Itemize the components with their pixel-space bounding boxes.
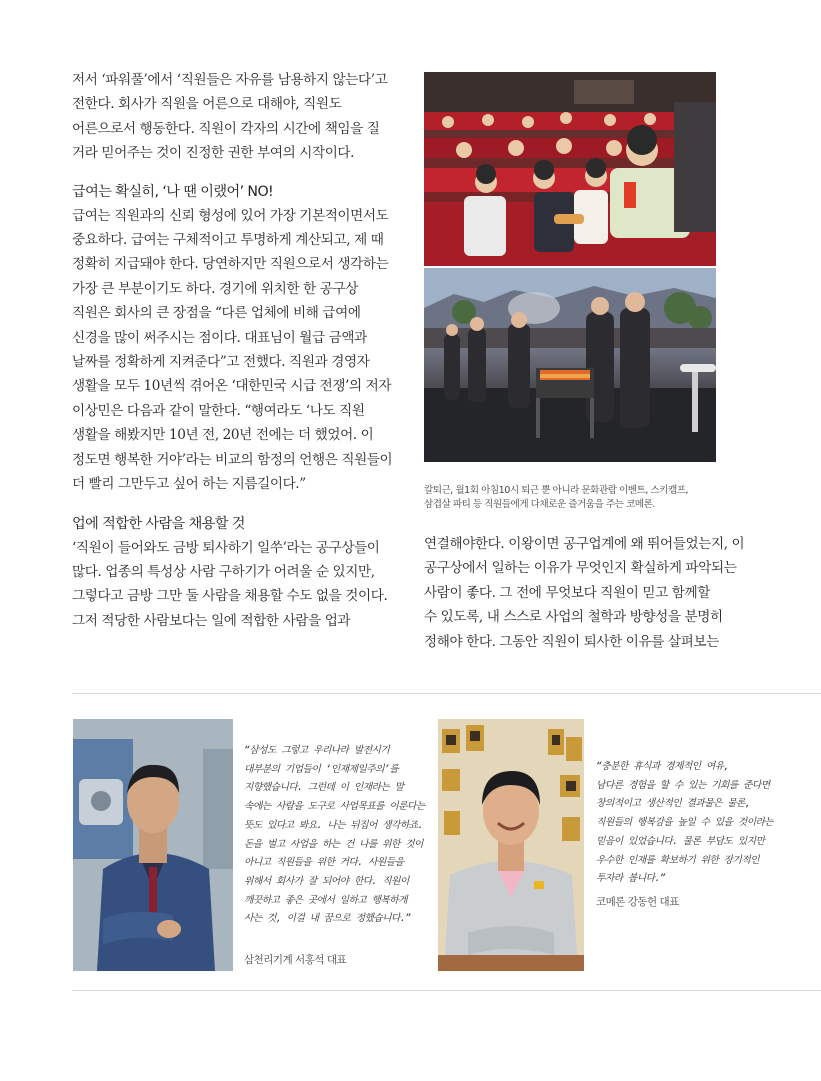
intro-paragraph: 저서 ‘파워풀’에서 ‘직원들은 자유를 남용하지 않는다’고 전한다. 회사가 직원을 어른으로 대해야, 직원도 어른으로서 행동한다. 직원이 각자의 시간에 책임을 질 거라 믿어주는 것이 진정한 권한 부여의 시작이다. [72, 72, 388, 162]
pay-heading: 급여는 확실히, ‘나 땐 이랬어’ NO! [72, 183, 274, 200]
top-divider [72, 693, 821, 694]
hire-paragraph: ‘직원이 들어와도 금방 퇴사하기 일쑤’라는 공구상들이 많다. 업종의 특성상 사람 구하기가 어려울 순 있지만, 그렇다고 금방 그만 둘 사람을 채용할 수도 없을 것이다. 그저 적당한 사람보다는 일에 적합한 사람을 업과 [72, 539, 388, 629]
left-column [72, 68, 402, 633]
hire-heading: 업에 적합한 사람을 채용할 것 [72, 515, 245, 532]
ceo-kang-illustration [438, 719, 584, 971]
bbq-party-illustration [424, 268, 716, 462]
ceo-portrait-kang [438, 719, 584, 971]
cinema-event-photo [424, 72, 716, 266]
bottom-divider [72, 990, 821, 991]
quote-seo: “삼성도 그렇고 우리나라 발전시기 대부분의 기업들이 ‘인재제일주의’를 지향했습니다. 그런데 이 인재라는 말 속에는 사람을 도구로 사업목표를 이룬다는 뜻도 있다고 봐요. 나는 뒤집어 생각하죠. 돈을 벌고 사업을 하는 건 나를 위한 것이 아니고 직원들을 위한 거다. 사원들을 위해서 회사가 잘 되어야 한다. 직원이 깨끗하고 좋은 곳에서 일하고 행복하게 사는 것, 이걸 내 꿈으로 정했습니다.” [244, 745, 425, 925]
speaker-seo: 삼천리기계 서홍석 대표 [244, 954, 347, 966]
ceo-portrait-seo [73, 719, 233, 971]
speaker-kang: 코메론 강동헌 대표 [596, 896, 679, 908]
bbq-party-photo [424, 268, 716, 462]
photo-caption: 칼퇴근, 월1회 아침10시 퇴근 뿐 아니라 문화관람 이벤트, 스키캠프, 삼겹살 파티 등 직원들에게 다채로운 즐거움을 주는 코메론. [424, 484, 689, 511]
ceo-seo-illustration [73, 719, 233, 971]
pay-paragraph: 급여는 직원과의 신뢰 형성에 있어 가장 기본적이면서도 중요하다. 급여는 구체적이고 투명하게 계산되고, 제 때 정확히 지급돼야 한다. 당연하지만 직원으로서 생각하는 가장 큰 부분이기도 하다. 경기에 위치한 한 공구상 직원은 회사의 큰 장점을 “다른 업체에 비해 급여에 신경을 많이 써주시는 점이다. 대표님이 월급 금액과 날짜를 정확하게 지켜준다”고 전했다. 직원과 경영자 생활을 모두 10년씩 겪어온 ‘대한민국 시급 전쟁’의 저자 이상민은 다음과 같이 말한다. “행여라도 ‘나도 직원 생활을 해봤지만 10년 전, 20년 전에는 더 했었어. 이 정도면 행복한 거야’라는 비교의 함정의 언행은 직원들이 더 빨리 그만두고 싶어 하는 지름길이다.” [72, 207, 393, 493]
continued-paragraph: 연결해야한다. 이왕이면 공구업계에 왜 뛰어들었는지, 이 공구상에서 일하는 이유가 무엇인지 확실하게 파악되는 사람이 좋다. 그 전에 무엇보다 직원이 믿고 함께할 수 있도록, 내 스스로 사업의 철학과 방향성을 분명히 정해야 한다. 그동안 직원이 퇴사한 이유를 살펴보는 [424, 536, 745, 650]
cinema-event-illustration [424, 72, 716, 266]
quote-kang: “충분한 휴식과 경제적인 여유, 남다른 경험을 할 수 있는 기회를 준다면 창의적이고 생산적인 결과물은 물론, 직원들의 행복감을 높일 수 있을 것이라는 믿음이 있었습니다. 물론 부담도 있지만 우수한 인재를 확보하기 위한 장기적인 투자라 봅니다.” [596, 761, 774, 885]
right-column [424, 532, 754, 654]
